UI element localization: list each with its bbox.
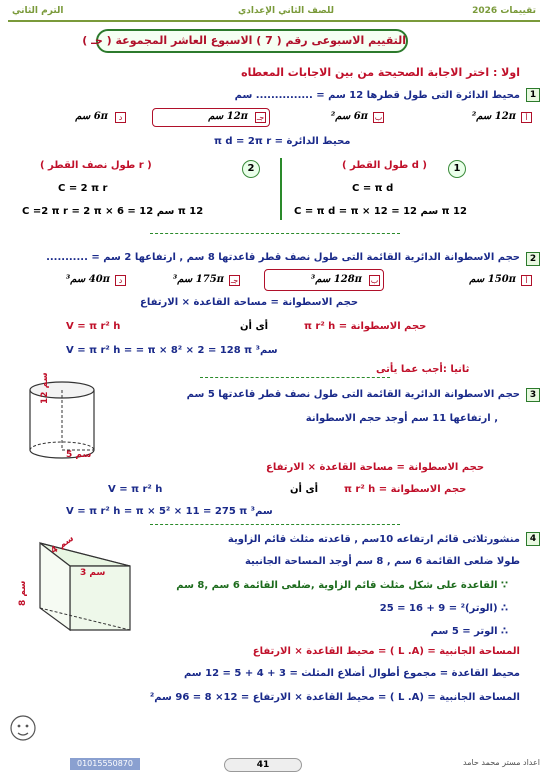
q4-step3: ∴ الوتر = 5 سم (430, 626, 508, 637)
q1-text: محيط الدائرة التى طول قطرها 12 سم = ............... سم (234, 90, 520, 101)
q3-sol2-right: حجم الاسطوانة = π r² h (344, 484, 467, 495)
q1-case1-line1: C = π d (352, 183, 394, 194)
q4-line1: منشورثلاثى قائم ارتفاعه 10سم , قاعدته مثلث قائم الزاوية (227, 534, 520, 545)
q4-step6: المساحة الجانبية = (L .A ) = محيط القاعدة × الارتفاع = 12× 8 = 96 سم² (149, 692, 520, 703)
q1-opt-d-letter[interactable]: د (115, 112, 126, 123)
q4-line2: طولا ضلعى القائمة 6 سم , 8 سم أوجد المساحة الجانبية (244, 556, 520, 567)
q2-opt-d-letter[interactable]: د (115, 275, 126, 286)
footer (0, 756, 548, 779)
q1-case1-number: 1 (448, 160, 466, 178)
separator-3 (150, 524, 400, 525)
q1-options (12, 110, 532, 128)
q1-opt-b[interactable]: 6π سم² (330, 111, 368, 122)
cylinder-radius-label: 5 سم (66, 450, 92, 460)
q1-case2-label: ( r طول نصف القطر ) (40, 160, 152, 171)
q1-opt-a-letter[interactable]: أ (521, 112, 532, 123)
q2-opt-b-letter[interactable]: ب (370, 276, 379, 285)
q3-sol2-mid: أى أن (290, 484, 319, 495)
prism-height-label: 8 سم (18, 580, 28, 606)
q2-line2-left: V = π r² h (66, 321, 121, 332)
q1-opt-a[interactable]: 12π سم² (471, 111, 516, 122)
q1-case2-number: 2 (242, 160, 260, 178)
q1-case1-label: ( d طول القطر ) (342, 160, 427, 171)
q2-opt-a-letter[interactable]: أ (521, 275, 532, 286)
q2-line1: حجم الاسطوانة = مساحة القاعدة × الارتفاع (140, 297, 359, 308)
q2-line2-mid: أى أن (240, 321, 269, 332)
q3-sol1: حجم الاسطوانة = مساحة القاعدة × الارتفاع (266, 462, 485, 473)
header-year: تقييمات 2026 (472, 6, 536, 16)
cylinder-height-label: 12 سم (40, 372, 50, 404)
avatar (8, 710, 38, 748)
q4-step2: ∴ (الوتر)² = 9 + 16 = 25 (379, 603, 508, 614)
divider-line (280, 158, 282, 220)
q4-step1: ∵ القاعدة على شكل مثلث قائم الزاوية ,ضلعى القائمة 6 سم ,8 سم (176, 580, 508, 591)
prism-side-a-label: 4 سم (49, 533, 76, 557)
q2-text: حجم الاسطوانة الدائرية القائمة التى طول نصف قطر قاعدتها 8 سم , ارتفاعها 2 سم = ........... (46, 252, 520, 263)
q2-line3: V = π r² h = = π × 8² × 2 = 128 π سم³ (66, 345, 278, 356)
q1-number: 1 (526, 88, 540, 102)
q1-formula: محيط الدائرة = π d = 2π r (214, 136, 351, 147)
header-grade: للصف الثاني الإعدادي (238, 6, 334, 16)
section2-heading: ثانيا :أجب عما يأتى (376, 364, 470, 375)
q2-opt-a[interactable]: 150π سم (469, 274, 516, 285)
q2-opt-c[interactable]: 175π سم³ (172, 274, 224, 285)
q2-number: 2 (526, 252, 540, 266)
q2-opt-c-letter[interactable]: جـ (230, 276, 239, 285)
footer-phone: 01015550870 (70, 758, 140, 770)
q2-options (12, 272, 532, 292)
q2-line2-right: حجم الاسطوانة = π r² h (304, 321, 427, 332)
q1-case2-line1: C = 2 π r (58, 183, 108, 194)
q3-line2: , ارتفاعها 11 سم أوجد حجم الاسطوانة (305, 413, 498, 424)
q3-sol2-left: V = π r² h (108, 484, 163, 495)
q4-number: 4 (526, 532, 540, 546)
cylinder-figure (18, 378, 108, 468)
header-term: الترم الثاني (12, 6, 64, 16)
q3-sol3: V = π r² h = π × 5² × 11 = 275 π سم³ (66, 506, 273, 517)
q4-step4: المساحة الجانبية = (L .A ) = محيط القاعدة × الارتفاع (252, 646, 520, 657)
header-bar (8, 6, 540, 22)
separator-2 (200, 377, 390, 378)
q2-opt-b[interactable]: 128π سم³ (310, 274, 362, 285)
q3-number: 3 (526, 388, 540, 402)
q1-opt-d[interactable]: 6π سم (75, 111, 108, 122)
section1-heading: اولا : اختر الاجابة الصحيحة من بين الاجابات المعطاه (241, 66, 520, 79)
q1-opt-c[interactable]: 12π سم (208, 111, 248, 122)
page-title-box (82, 29, 408, 53)
q1-opt-c-letter[interactable]: جـ (256, 113, 265, 122)
footer-author: اعداد مستر محمد حامد (463, 758, 540, 767)
q1-opt-b-letter[interactable]: ب (374, 113, 383, 122)
prism-figure (30, 538, 160, 638)
prism-side-b-label: 3 سم (80, 568, 106, 578)
page-number: 41 (224, 758, 302, 772)
page-title: التقييم الاسبوعى رقم ( 7 ) الاسبوع العاشر المجموعة ( جـ ) (82, 34, 406, 47)
q2-opt-d[interactable]: 40π سم³ (65, 274, 110, 285)
q4-step5: محيط القاعدة = مجموع أطوال أضلاع المثلث = 3 + 4 + 5 = 12 سم (183, 668, 520, 679)
separator-1 (150, 233, 400, 234)
q1-case1-line2: C = π d = π × 12 = 12 سم π 12 (294, 206, 467, 217)
q1-case2-line2: C =2 π r = 2 π × 6 = 12 سم π 12 (22, 206, 204, 217)
q3-line1: حجم الاسطوانة الدائرية القائمة التى طول نصف قطر قاعدتها 5 سم (186, 389, 520, 400)
